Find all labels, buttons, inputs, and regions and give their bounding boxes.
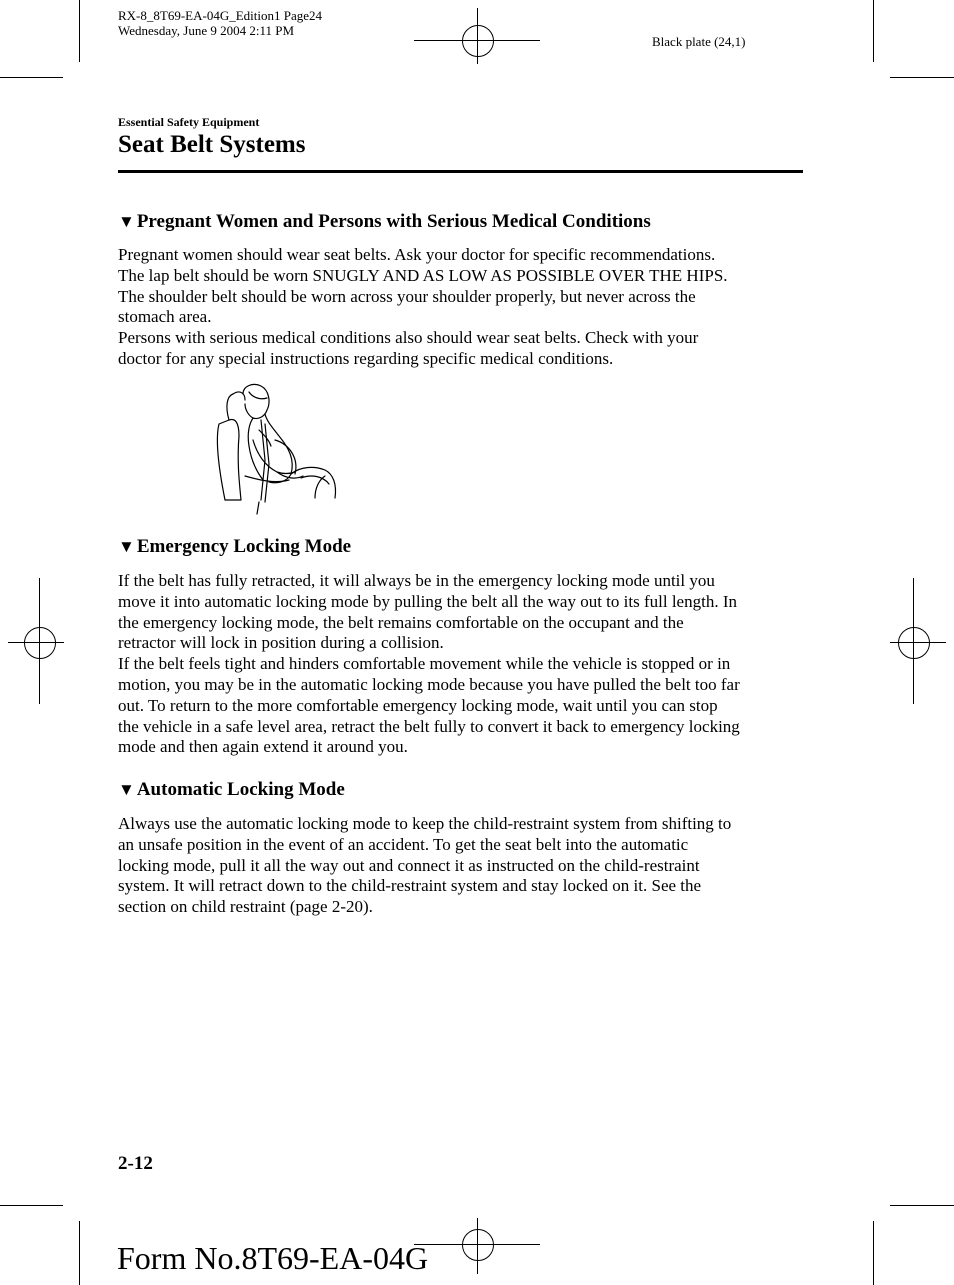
print-info-file: RX-8_8T69-EA-04G_Edition1 Page24	[118, 8, 323, 23]
triangle-marker-icon: ▼	[118, 780, 135, 799]
body-line: retractor will lock in position during a collision.	[118, 633, 444, 653]
body-line: Persons with serious medical conditions also should wear seat belts. Check with your	[118, 328, 699, 348]
body-line: doctor for any special instructions regarding specific medical conditions.	[118, 348, 614, 368]
body-line: the emergency locking mode, the belt remains comfortable on the occupant and the	[118, 612, 684, 632]
body-line: locking mode, pull it all the way out and connect it as instructed on the child-restraint	[118, 855, 700, 875]
section-heading-pregnant	[118, 211, 651, 233]
section-heading-text: Pregnant Women and Persons with Serious Medical Conditions	[136, 211, 651, 232]
form-number: Form No.8T69-EA-04G	[117, 1240, 429, 1276]
body-line: Pregnant women should wear seat belts. Ask your doctor for specific recommendations.	[118, 245, 716, 264]
title-rule	[118, 170, 803, 173]
triangle-marker-icon: ▼	[118, 212, 135, 231]
section-heading-text: Automatic Locking Mode	[136, 779, 345, 800]
body-line: motion, you may be in the automatic locking mode because you have pulled the belt too far	[118, 674, 740, 694]
body-line: mode and then again extend it around you.	[118, 737, 408, 757]
section-label: Essential Safety Equipment	[118, 115, 260, 129]
section-body-pregnant	[118, 245, 808, 370]
body-line: system. It will retract down to the child-restraint system and stay locked on it. See the	[118, 876, 702, 896]
print-info-date: Wednesday, June 9 2004 2:11 PM	[118, 23, 295, 38]
body-line: If the belt feels tight and hinders comfortable movement while the vehicle is stopped or in	[118, 654, 731, 674]
section-heading-automatic	[118, 779, 345, 801]
body-line: If the belt has fully retracted, it will always be in the emergency locking mode until you	[118, 571, 715, 590]
body-line: The lap belt should be worn SNUGLY AND AS LOW AS POSSIBLE OVER THE HIPS.	[118, 265, 728, 285]
body-line: The shoulder belt should be worn across your shoulder properly, but never across the	[118, 286, 696, 306]
page-number: 2-12	[118, 1153, 153, 1174]
pregnant-passenger-illustration	[205, 380, 345, 516]
page-title: Seat Belt Systems	[118, 131, 306, 158]
body-line: stomach area.	[118, 307, 212, 327]
section-heading-emergency	[118, 536, 351, 558]
body-line: an unsafe position in the event of an accident. To get the seat belt into the automatic	[118, 834, 689, 854]
print-info	[118, 8, 322, 38]
section-heading-text: Emergency Locking Mode	[136, 536, 352, 557]
body-line: section on child restraint (page 2-20).	[118, 897, 373, 917]
plate-label: Black plate (24,1)	[652, 34, 746, 49]
section-body-emergency	[118, 571, 808, 758]
triangle-marker-icon: ▼	[118, 537, 135, 556]
section-body-automatic	[118, 814, 808, 918]
body-line: Always use the automatic locking mode to keep the child-restraint system from shifting to	[118, 814, 732, 833]
body-line: move it into automatic locking mode by pulling the belt all the way out to its full length. In	[118, 591, 737, 611]
body-line: out. To return to the more comfortable emergency locking mode, wait until you can stop	[118, 695, 718, 715]
body-line: the vehicle in a safe level area, retract the belt fully to convert it back to emergency locking	[118, 716, 740, 736]
